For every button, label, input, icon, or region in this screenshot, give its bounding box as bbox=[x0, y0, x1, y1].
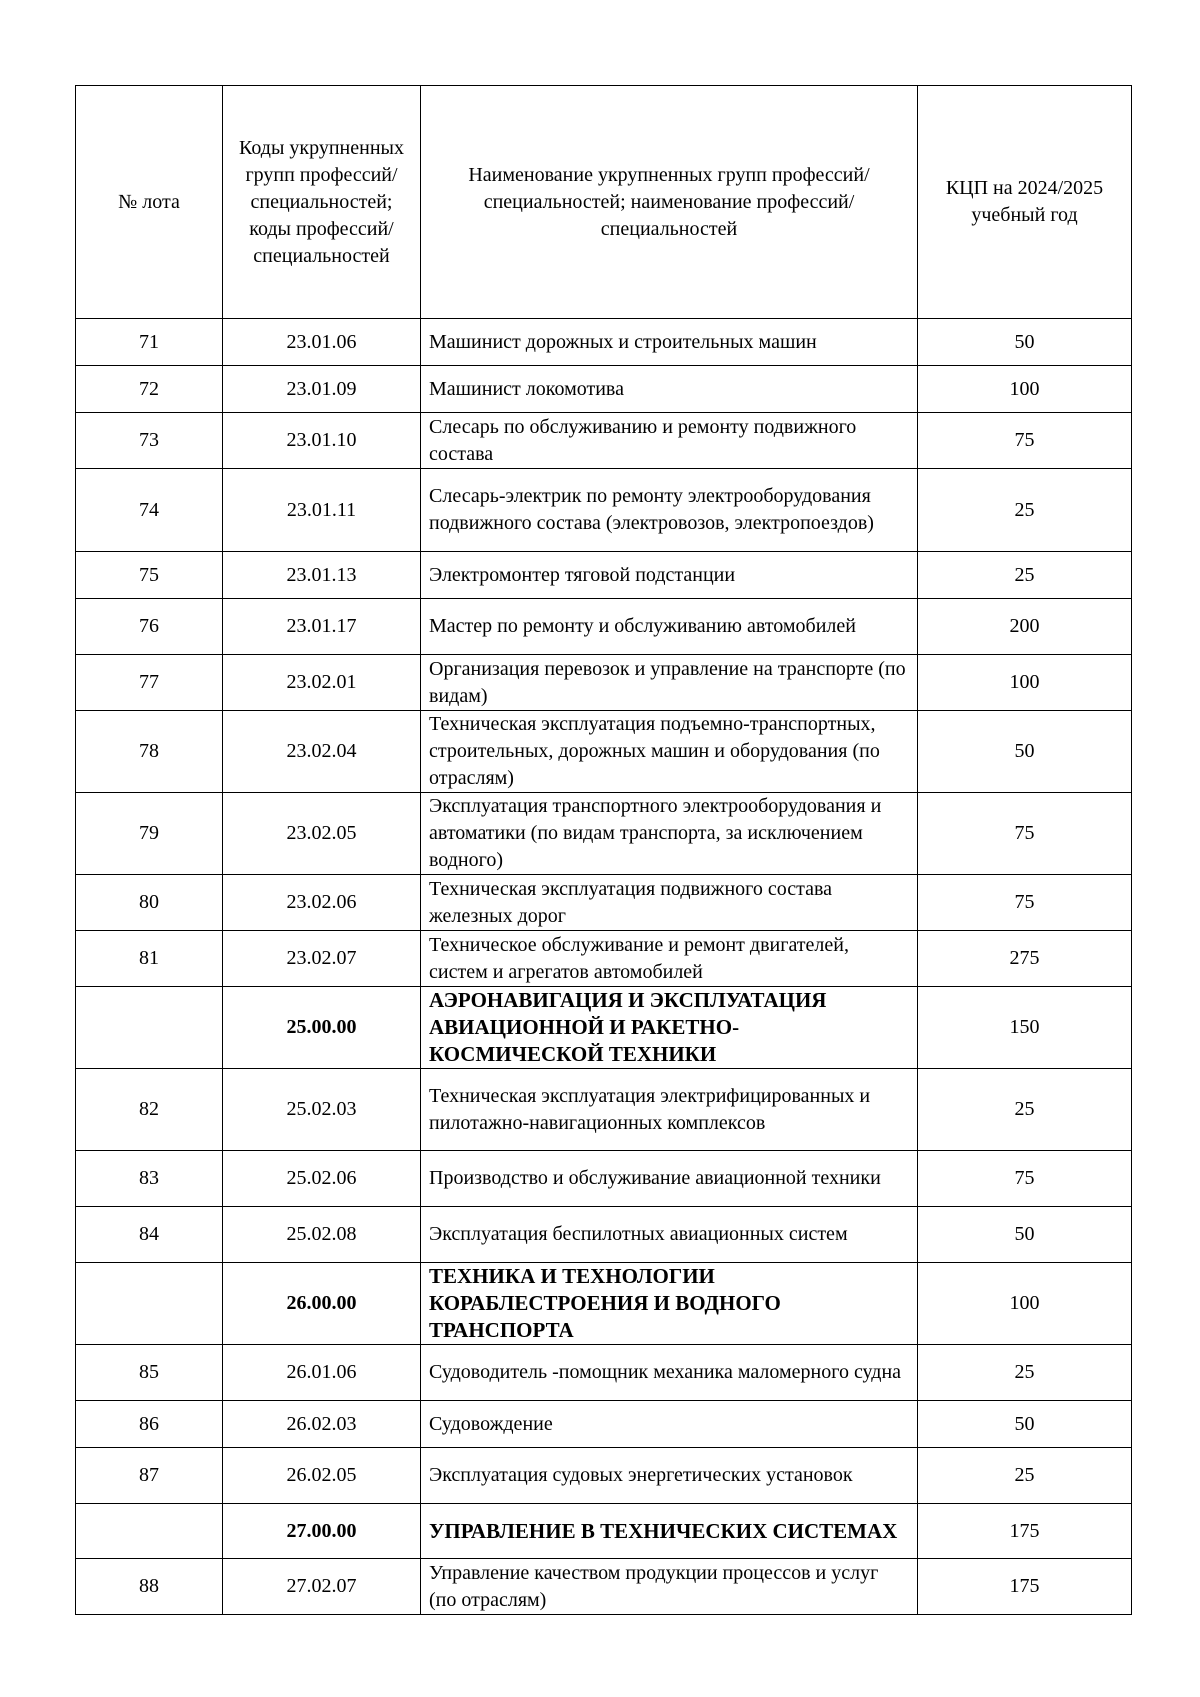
code-cell: 26.02.05 bbox=[223, 1448, 421, 1504]
lot-number-cell: 73 bbox=[76, 413, 223, 469]
kcp-cell: 25 bbox=[918, 1345, 1132, 1401]
group-row bbox=[76, 1263, 1132, 1345]
table-row bbox=[76, 1448, 1132, 1504]
lot-number-cell: 84 bbox=[76, 1207, 223, 1263]
header-lot-number: № лота bbox=[76, 86, 223, 319]
code-cell: 27.02.07 bbox=[223, 1559, 421, 1615]
lot-number-cell: 75 bbox=[76, 552, 223, 599]
lot-number-cell: 83 bbox=[76, 1151, 223, 1207]
code-cell: 26.00.00 bbox=[223, 1263, 421, 1345]
lot-number-cell: 72 bbox=[76, 366, 223, 413]
lot-number-cell: 76 bbox=[76, 599, 223, 655]
lot-number-cell: 87 bbox=[76, 1448, 223, 1504]
name-cell: Слесарь-электрик по ремонту электрооборудования подвижного состава (электровозов, электропоездов) bbox=[421, 469, 918, 552]
code-cell: 23.02.01 bbox=[223, 655, 421, 711]
kcp-cell: 75 bbox=[918, 413, 1132, 469]
lot-number-cell: 80 bbox=[76, 875, 223, 931]
lot-number-cell bbox=[76, 1504, 223, 1559]
code-cell: 23.01.17 bbox=[223, 599, 421, 655]
kcp-cell: 75 bbox=[918, 875, 1132, 931]
code-cell: 23.01.13 bbox=[223, 552, 421, 599]
code-cell: 27.00.00 bbox=[223, 1504, 421, 1559]
code-cell: 25.00.00 bbox=[223, 987, 421, 1069]
name-cell: Машинист дорожных и строительных машин bbox=[421, 319, 918, 366]
code-cell: 23.01.09 bbox=[223, 366, 421, 413]
header-name: Наименование укрупненных групп профессий/ специальностей; наименование профессий/ специальностей bbox=[421, 86, 918, 319]
table-row bbox=[76, 1401, 1132, 1448]
kcp-cell: 100 bbox=[918, 366, 1132, 413]
name-cell: Техническое обслуживание и ремонт двигателей, систем и агрегатов автомобилей bbox=[421, 931, 918, 987]
lot-number-cell bbox=[76, 1263, 223, 1345]
code-cell: 23.02.05 bbox=[223, 793, 421, 875]
code-cell: 26.02.03 bbox=[223, 1401, 421, 1448]
name-cell: Управление качеством продукции процессов и услуг (по отраслям) bbox=[421, 1559, 918, 1615]
name-cell: Машинист локомотива bbox=[421, 366, 918, 413]
kcp-cell: 50 bbox=[918, 319, 1132, 366]
lot-number-cell: 86 bbox=[76, 1401, 223, 1448]
name-cell: Техническая эксплуатация подвижного состава железных дорог bbox=[421, 875, 918, 931]
code-cell: 25.02.08 bbox=[223, 1207, 421, 1263]
code-cell: 26.01.06 bbox=[223, 1345, 421, 1401]
kcp-cell: 75 bbox=[918, 1151, 1132, 1207]
kcp-cell: 50 bbox=[918, 711, 1132, 793]
table-row bbox=[76, 413, 1132, 469]
table-row bbox=[76, 319, 1132, 366]
table-header-row bbox=[76, 86, 1132, 319]
lot-number-cell: 71 bbox=[76, 319, 223, 366]
header-codes: Коды укрупненных групп профессий/ специальностей; коды профессий/ специальностей bbox=[223, 86, 421, 319]
table-row bbox=[76, 711, 1132, 793]
kcp-cell: 50 bbox=[918, 1401, 1132, 1448]
code-cell: 23.01.06 bbox=[223, 319, 421, 366]
name-cell: Техническая эксплуатация электрифицированных и пилотажно-навигационных комплексов bbox=[421, 1069, 918, 1151]
name-cell: Эксплуатация беспилотных авиационных систем bbox=[421, 1207, 918, 1263]
kcp-cell: 25 bbox=[918, 1448, 1132, 1504]
lot-number-cell: 85 bbox=[76, 1345, 223, 1401]
kcp-cell: 100 bbox=[918, 655, 1132, 711]
name-cell: Техническая эксплуатация подъемно-транспортных, строительных, дорожных машин и оборудования (по отраслям) bbox=[421, 711, 918, 793]
kcp-cell: 175 bbox=[918, 1504, 1132, 1559]
name-cell: Эксплуатация судовых энергетических установок bbox=[421, 1448, 918, 1504]
table-row bbox=[76, 1069, 1132, 1151]
name-cell: АЭРОНАВИГАЦИЯ И ЭКСПЛУАТАЦИЯ АВИАЦИОННОЙ И РАКЕТНО-КОСМИЧЕСКОЙ ТЕХНИКИ bbox=[421, 987, 918, 1069]
table-row bbox=[76, 1345, 1132, 1401]
code-cell: 23.02.06 bbox=[223, 875, 421, 931]
code-cell: 23.01.10 bbox=[223, 413, 421, 469]
table-row bbox=[76, 552, 1132, 599]
table-row bbox=[76, 793, 1132, 875]
lot-number-cell: 81 bbox=[76, 931, 223, 987]
table-row bbox=[76, 599, 1132, 655]
kcp-cell: 150 bbox=[918, 987, 1132, 1069]
name-cell: Электромонтер тяговой подстанции bbox=[421, 552, 918, 599]
kcp-cell: 25 bbox=[918, 552, 1132, 599]
table-row bbox=[76, 469, 1132, 552]
table-row bbox=[76, 1151, 1132, 1207]
name-cell: Слесарь по обслуживанию и ремонту подвижного состава bbox=[421, 413, 918, 469]
table-row bbox=[76, 875, 1132, 931]
lots-table bbox=[75, 85, 1132, 1615]
lot-number-cell: 88 bbox=[76, 1559, 223, 1615]
kcp-cell: 275 bbox=[918, 931, 1132, 987]
code-cell: 23.01.11 bbox=[223, 469, 421, 552]
lot-number-cell: 79 bbox=[76, 793, 223, 875]
kcp-cell: 25 bbox=[918, 469, 1132, 552]
table-body bbox=[76, 319, 1132, 1615]
name-cell: Эксплуатация транспортного электрооборудования и автоматики (по видам транспорта, за исключением водного) bbox=[421, 793, 918, 875]
group-row bbox=[76, 1504, 1132, 1559]
name-cell: Организация перевозок и управление на транспорте (по видам) bbox=[421, 655, 918, 711]
kcp-cell: 200 bbox=[918, 599, 1132, 655]
table-row bbox=[76, 655, 1132, 711]
lot-number-cell: 82 bbox=[76, 1069, 223, 1151]
name-cell: ТЕХНИКА И ТЕХНОЛОГИИ КОРАБЛЕСТРОЕНИЯ И ВОДНОГО ТРАНСПОРТА bbox=[421, 1263, 918, 1345]
lot-number-cell: 74 bbox=[76, 469, 223, 552]
kcp-cell: 50 bbox=[918, 1207, 1132, 1263]
table-row bbox=[76, 931, 1132, 987]
code-cell: 23.02.07 bbox=[223, 931, 421, 987]
kcp-cell: 100 bbox=[918, 1263, 1132, 1345]
kcp-cell: 25 bbox=[918, 1069, 1132, 1151]
code-cell: 25.02.03 bbox=[223, 1069, 421, 1151]
name-cell: Мастер по ремонту и обслуживанию автомобилей bbox=[421, 599, 918, 655]
name-cell: Производство и обслуживание авиационной техники bbox=[421, 1151, 918, 1207]
lot-number-cell: 77 bbox=[76, 655, 223, 711]
table-row bbox=[76, 1207, 1132, 1263]
table-row bbox=[76, 1559, 1132, 1615]
code-cell: 23.02.04 bbox=[223, 711, 421, 793]
name-cell: УПРАВЛЕНИЕ В ТЕХНИЧЕСКИХ СИСТЕМАХ bbox=[421, 1504, 918, 1559]
kcp-cell: 75 bbox=[918, 793, 1132, 875]
kcp-cell: 175 bbox=[918, 1559, 1132, 1615]
group-row bbox=[76, 987, 1132, 1069]
table-row bbox=[76, 366, 1132, 413]
name-cell: Судовождение bbox=[421, 1401, 918, 1448]
lot-number-cell bbox=[76, 987, 223, 1069]
lot-number-cell: 78 bbox=[76, 711, 223, 793]
name-cell: Судоводитель -помощник механика маломерного судна bbox=[421, 1345, 918, 1401]
code-cell: 25.02.06 bbox=[223, 1151, 421, 1207]
header-kcp: КЦП на 2024/2025 учебный год bbox=[918, 86, 1132, 319]
